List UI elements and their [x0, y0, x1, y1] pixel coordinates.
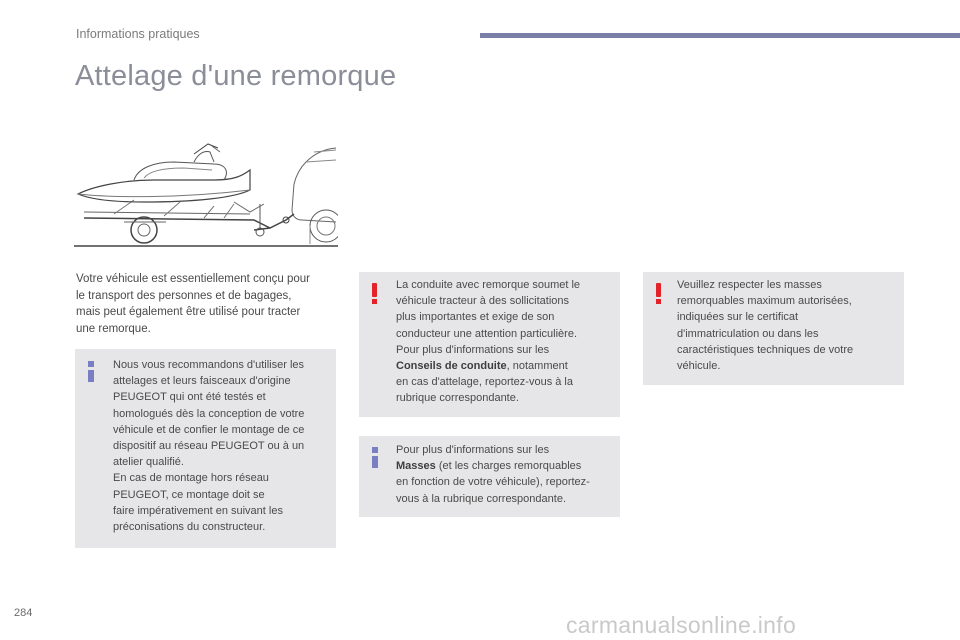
info-box-line: En cas de montage hors réseau — [113, 472, 269, 485]
watermark: carmanualsonline.info — [566, 612, 797, 638]
page-number: 284 — [14, 607, 33, 619]
intro-line: une remorque. — [76, 322, 151, 335]
car-wheel — [310, 210, 338, 242]
info-box-line: préconisations du constructeur. — [113, 521, 266, 534]
warning-text: , notamment — [506, 360, 568, 373]
bold-term: Conseils de conduite — [396, 360, 507, 373]
info-box-line: homologués dès la conception de votre — [113, 407, 305, 420]
trailer-illustration — [74, 140, 338, 250]
info-text: (et les charges remorquables — [435, 460, 582, 473]
warning-line: conducteur une attention particulière. — [396, 327, 578, 340]
warning-box-driving — [359, 272, 620, 417]
info-box-line: PEUGEOT qui ont été testés et — [113, 391, 266, 404]
info-box-line: PEUGEOT, ce montage doit se — [113, 488, 265, 501]
warning-line: en cas d'attelage, reportez-vous à la — [396, 376, 573, 389]
warning-line: remorquables maximum autorisées, — [677, 295, 852, 308]
info-box-line: Nous vous recommandons d'utiliser les — [113, 359, 305, 371]
intro-paragraph — [76, 271, 334, 337]
warning-line: caractéristiques techniques de votre — [677, 343, 854, 356]
info-box-line: Pour plus d'informations sur les — [396, 444, 550, 456]
warning-line: d'immatriculation ou dans les — [677, 327, 819, 340]
warning-line: Veuillez respecter les masses — [677, 279, 822, 291]
warning-line — [396, 358, 616, 374]
trailer-wheel — [131, 217, 157, 243]
info-box-line: véhicule et de confier le montage de ce — [113, 423, 305, 436]
info-box-line: dispositif au réseau PEUGEOT ou à un — [113, 440, 305, 453]
info-box-line: attelages et leurs faisceaux d'origine — [113, 375, 291, 388]
info-box-recommendation — [75, 349, 336, 548]
warning-line: indiquées sur le certificat — [677, 311, 799, 324]
header-accent-bar — [480, 33, 960, 38]
bold-term: Masses — [396, 460, 436, 473]
warning-box-masses — [643, 272, 904, 385]
warning-line: rubrique correspondante. — [396, 392, 519, 405]
warning-line: véhicule tracteur à des sollicitations — [396, 295, 570, 308]
jet-ski-hull — [78, 170, 250, 202]
page-title: Attelage d'une remorque — [75, 60, 397, 92]
section-title: Informations pratiques — [76, 27, 200, 41]
warning-line: véhicule. — [677, 360, 721, 373]
intro-line: le transport des personnes et de bagages, — [76, 289, 292, 302]
intro-line: Votre véhicule est essentiellement conçu pour — [76, 273, 310, 285]
info-icon — [372, 447, 381, 469]
info-box-masses — [359, 436, 620, 517]
info-box-line: faire impérativement en suivant les — [113, 504, 283, 517]
warning-line: Pour plus d'informations sur les — [396, 343, 550, 356]
info-box-line: en fonction de votre véhicule), reportez- — [396, 476, 590, 489]
trailer-frame — [84, 218, 270, 228]
warning-line: La conduite avec remorque soumet le — [396, 279, 581, 291]
warning-icon — [371, 283, 379, 305]
warning-icon — [655, 283, 663, 305]
info-icon — [88, 361, 97, 383]
info-box-line: vous à la rubrique correspondante. — [396, 492, 566, 505]
info-box-line: atelier qualifié. — [113, 456, 184, 469]
warning-line: plus importantes et exige de son — [396, 311, 555, 324]
info-box-line — [396, 458, 618, 474]
intro-line: mais peut également être utilisé pour tracter — [76, 306, 301, 318]
car-rear — [292, 148, 336, 222]
